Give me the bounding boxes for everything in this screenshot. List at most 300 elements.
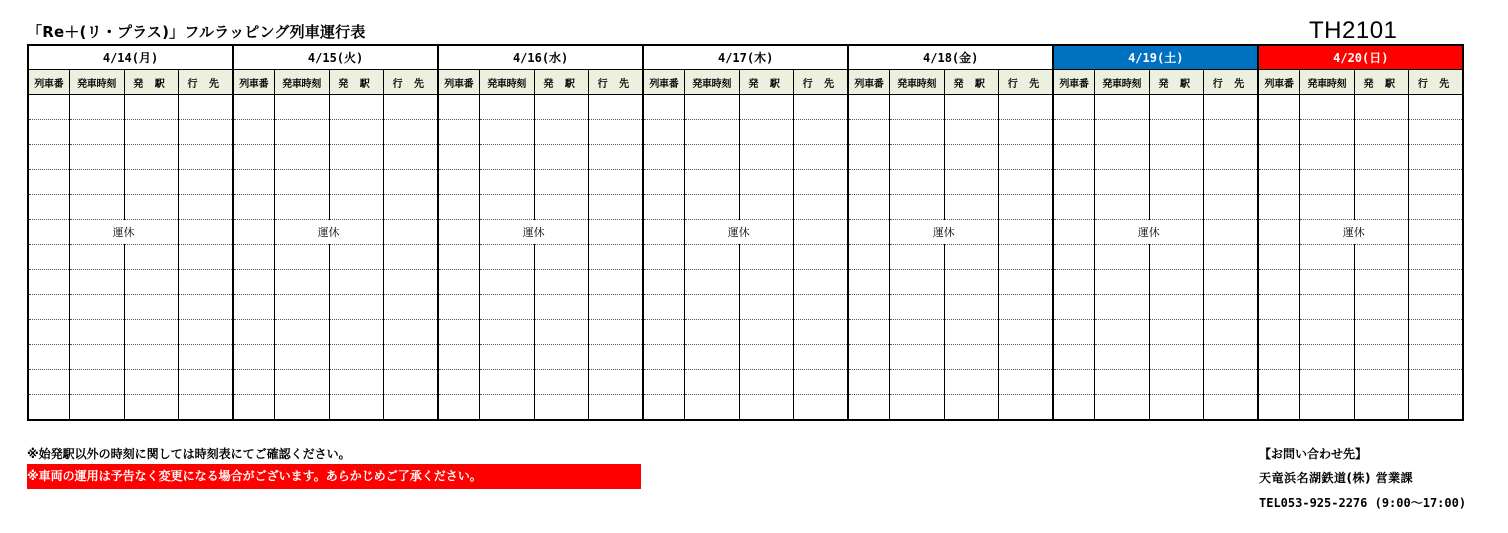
schedule-cell [479, 345, 534, 370]
schedule-cell [274, 270, 329, 295]
schedule-cell [178, 245, 233, 270]
schedule-cell [69, 195, 124, 220]
schedule-cell [1053, 395, 1094, 421]
schedule-cell [69, 320, 124, 345]
schedule-cell [124, 270, 178, 295]
schedule-cell [998, 170, 1053, 195]
schedule-cell [944, 295, 998, 320]
schedule-cell [233, 195, 274, 220]
column-header: 発 駅 [534, 70, 588, 95]
schedule-cell [479, 95, 534, 120]
schedule-cell [1299, 370, 1354, 395]
column-header: 行 先 [793, 70, 848, 95]
schedule-cell [534, 120, 588, 145]
schedule-cell [69, 270, 124, 295]
suspended-label: 運休 [1094, 220, 1203, 245]
schedule-cell [438, 95, 479, 120]
schedule-cell [848, 395, 889, 421]
schedule-cell [998, 245, 1053, 270]
schedule-cell [889, 245, 944, 270]
schedule-cell [233, 145, 274, 170]
schedule-cell [1258, 295, 1299, 320]
day-header: 4/16(水) [438, 45, 643, 70]
schedule-cell [383, 220, 438, 245]
schedule-cell [274, 195, 329, 220]
schedule-cell [479, 120, 534, 145]
schedule-cell [329, 120, 383, 145]
schedule-cell [124, 120, 178, 145]
schedule-cell [274, 120, 329, 145]
schedule-cell [1299, 295, 1354, 320]
schedule-cell [588, 120, 643, 145]
schedule-cell [739, 395, 793, 421]
schedule-cell [643, 95, 684, 120]
schedule-cell [534, 345, 588, 370]
schedule-cell [1094, 120, 1149, 145]
schedule-cell [233, 395, 274, 421]
schedule-cell [1203, 145, 1258, 170]
schedule-cell [28, 270, 69, 295]
schedule-cell [479, 245, 534, 270]
page-title: 「Re＋(リ・プラス)」フルラッピング列車運行表 [27, 23, 366, 41]
schedule-cell [739, 195, 793, 220]
schedule-cell [178, 345, 233, 370]
schedule-cell [793, 145, 848, 170]
schedule-cell [643, 170, 684, 195]
schedule-cell [1149, 395, 1203, 421]
schedule-cell [383, 245, 438, 270]
schedule-cell [178, 395, 233, 421]
schedule-cell [274, 320, 329, 345]
schedule-cell [28, 295, 69, 320]
schedule-cell [848, 270, 889, 295]
schedule-cell [944, 95, 998, 120]
schedule-cell [274, 170, 329, 195]
schedule-cell [479, 295, 534, 320]
schedule-cell [178, 120, 233, 145]
schedule-cell [1354, 120, 1408, 145]
schedule-cell [1354, 195, 1408, 220]
schedule-cell [438, 170, 479, 195]
schedule-cell [739, 145, 793, 170]
schedule-cell [793, 320, 848, 345]
schedule-cell [69, 395, 124, 421]
schedule-cell [684, 170, 739, 195]
schedule-cell [1408, 120, 1463, 145]
schedule-cell [534, 245, 588, 270]
schedule-cell [1053, 120, 1094, 145]
schedule-cell [889, 170, 944, 195]
schedule-cell [1408, 220, 1463, 245]
schedule-cell [588, 220, 643, 245]
schedule-cell [438, 245, 479, 270]
schedule-cell [1203, 245, 1258, 270]
schedule-cell [684, 295, 739, 320]
schedule-cell [28, 320, 69, 345]
schedule-cell [1258, 345, 1299, 370]
schedule-cell [793, 370, 848, 395]
column-header: 発 駅 [124, 70, 178, 95]
schedule-cell [588, 195, 643, 220]
schedule-cell [643, 270, 684, 295]
schedule-cell [588, 170, 643, 195]
schedule-cell [998, 345, 1053, 370]
schedule-cell [69, 145, 124, 170]
schedule-cell [944, 270, 998, 295]
schedule-cell [1203, 270, 1258, 295]
schedule-cell [438, 220, 479, 245]
schedule-cell [848, 120, 889, 145]
schedule-cell [643, 145, 684, 170]
schedule-cell [684, 270, 739, 295]
schedule-cell [588, 270, 643, 295]
schedule-cell [438, 195, 479, 220]
column-header: 行 先 [1203, 70, 1258, 95]
schedule-cell [1354, 245, 1408, 270]
schedule-cell [643, 320, 684, 345]
schedule-cell [329, 345, 383, 370]
schedule-cell [1149, 120, 1203, 145]
schedule-cell [178, 95, 233, 120]
schedule-cell [1094, 145, 1149, 170]
schedule-cell [1299, 95, 1354, 120]
schedule-cell [1094, 395, 1149, 421]
schedule-cell [1094, 195, 1149, 220]
schedule-cell [684, 145, 739, 170]
schedule-cell [793, 245, 848, 270]
schedule-cell [684, 245, 739, 270]
schedule-cell [233, 320, 274, 345]
schedule-cell [383, 145, 438, 170]
schedule-cell [588, 395, 643, 421]
schedule-cell [1258, 95, 1299, 120]
schedule-cell [1299, 320, 1354, 345]
schedule-cell [1203, 320, 1258, 345]
schedule-cell [848, 295, 889, 320]
schedule-cell [329, 395, 383, 421]
schedule-cell [1149, 270, 1203, 295]
schedule-cell [1408, 370, 1463, 395]
day-header: 4/18(金) [848, 45, 1053, 70]
schedule-cell [233, 95, 274, 120]
schedule-cell [1149, 320, 1203, 345]
column-header: 発 駅 [944, 70, 998, 95]
schedule-cell [1354, 345, 1408, 370]
schedule-cell [274, 245, 329, 270]
schedule-cell [588, 145, 643, 170]
schedule-cell [1053, 270, 1094, 295]
schedule-cell [998, 195, 1053, 220]
schedule-cell [889, 270, 944, 295]
column-header: 発車時刻 [684, 70, 739, 95]
suspended-label: 運休 [479, 220, 588, 245]
schedule-cell [1053, 195, 1094, 220]
schedule-cell [124, 370, 178, 395]
schedule-cell [1203, 220, 1258, 245]
schedule-cell [479, 395, 534, 421]
schedule-cell [1299, 145, 1354, 170]
schedule-cell [534, 95, 588, 120]
schedule-cell [1094, 170, 1149, 195]
column-header: 行 先 [998, 70, 1053, 95]
schedule-cell [1299, 245, 1354, 270]
schedule-cell [998, 220, 1053, 245]
schedule-cell [998, 295, 1053, 320]
schedule-cell [69, 295, 124, 320]
schedule-cell [684, 320, 739, 345]
schedule-cell [438, 320, 479, 345]
schedule-cell [793, 220, 848, 245]
schedule-cell [124, 395, 178, 421]
schedule-cell [233, 270, 274, 295]
table-row [28, 120, 1463, 145]
schedule-cell [124, 95, 178, 120]
schedule-cell [329, 95, 383, 120]
schedule-cell [944, 120, 998, 145]
suspended-label: 運休 [889, 220, 998, 245]
schedule-cell [1354, 395, 1408, 421]
schedule-cell [998, 270, 1053, 295]
column-header: 列車番 [438, 70, 479, 95]
column-header: 行 先 [178, 70, 233, 95]
schedule-cell [479, 170, 534, 195]
schedule-cell [274, 145, 329, 170]
schedule-cell [383, 95, 438, 120]
schedule-cell [793, 195, 848, 220]
schedule-cell [28, 220, 69, 245]
schedule-cell [274, 345, 329, 370]
schedule-cell [643, 395, 684, 421]
schedule-cell [69, 120, 124, 145]
schedule-cell [1053, 220, 1094, 245]
schedule-cell [793, 170, 848, 195]
schedule-cell [848, 245, 889, 270]
schedule-cell [1408, 295, 1463, 320]
schedule-cell [848, 145, 889, 170]
schedule-cell [643, 345, 684, 370]
schedule-cell [534, 145, 588, 170]
schedule-cell [588, 245, 643, 270]
schedule-cell [1354, 295, 1408, 320]
schedule-cell [588, 320, 643, 345]
schedule-cell [1258, 320, 1299, 345]
schedule-cell [998, 145, 1053, 170]
table-row [28, 295, 1463, 320]
schedule-cell [1053, 95, 1094, 120]
schedule-cell [998, 95, 1053, 120]
schedule-cell [1053, 295, 1094, 320]
schedule-cell [233, 295, 274, 320]
schedule-cell [944, 345, 998, 370]
schedule-cell [28, 245, 69, 270]
schedule-cell [178, 195, 233, 220]
schedule-cell [793, 395, 848, 421]
schedule-cell [1299, 195, 1354, 220]
schedule-cell [1258, 195, 1299, 220]
schedule-cell [643, 295, 684, 320]
column-header: 列車番 [1258, 70, 1299, 95]
schedule-cell [534, 320, 588, 345]
schedule-cell [28, 395, 69, 421]
schedule-cell [1354, 270, 1408, 295]
schedule-cell [643, 370, 684, 395]
schedule-cell [69, 245, 124, 270]
suspended-label: 運休 [69, 220, 178, 245]
table-row [28, 220, 1463, 245]
schedule-cell [69, 370, 124, 395]
schedule-cell [684, 370, 739, 395]
schedule-cell [1149, 145, 1203, 170]
schedule-cell [233, 345, 274, 370]
day-header: 4/20(日) [1258, 45, 1463, 70]
schedule-cell [1408, 270, 1463, 295]
schedule-cell [383, 270, 438, 295]
schedule-cell [944, 195, 998, 220]
schedule-cell [383, 345, 438, 370]
schedule-cell [588, 95, 643, 120]
schedule-cell [848, 95, 889, 120]
schedule-cell [438, 345, 479, 370]
schedule-cell [1299, 270, 1354, 295]
schedule-cell [1203, 295, 1258, 320]
schedule-cell [534, 395, 588, 421]
column-header: 発 駅 [1354, 70, 1408, 95]
schedule-cell [848, 370, 889, 395]
schedule-cell [1203, 370, 1258, 395]
schedule-cell [274, 95, 329, 120]
schedule-cell [889, 145, 944, 170]
column-header: 列車番 [848, 70, 889, 95]
note-vehicle-change: ※車両の運用は予告なく変更になる場合がございます。あらかじめご了承ください。 [27, 464, 641, 489]
column-header: 発 駅 [739, 70, 793, 95]
schedule-cell [479, 370, 534, 395]
schedule-cell [1094, 370, 1149, 395]
schedule-cell [1203, 395, 1258, 421]
table-row [28, 270, 1463, 295]
schedule-cell [684, 95, 739, 120]
day-header: 4/14(月) [28, 45, 233, 70]
schedule-cell [684, 395, 739, 421]
schedule-cell [534, 295, 588, 320]
column-header: 発車時刻 [274, 70, 329, 95]
column-header: 発 駅 [329, 70, 383, 95]
schedule-cell [889, 120, 944, 145]
schedule-cell [233, 245, 274, 270]
schedule-cell [889, 370, 944, 395]
schedule-cell [1149, 170, 1203, 195]
table-row [28, 345, 1463, 370]
schedule-cell [739, 95, 793, 120]
schedule-cell [479, 320, 534, 345]
schedule-cell [178, 320, 233, 345]
column-header: 列車番 [643, 70, 684, 95]
schedule-cell [438, 145, 479, 170]
schedule-cell [329, 245, 383, 270]
schedule-cell [329, 295, 383, 320]
schedule-cell [534, 270, 588, 295]
column-header: 発車時刻 [69, 70, 124, 95]
table-row [28, 170, 1463, 195]
schedule-cell [28, 345, 69, 370]
schedule-cell [1053, 245, 1094, 270]
schedule-cell [438, 295, 479, 320]
schedule-cell [69, 170, 124, 195]
column-header: 発車時刻 [479, 70, 534, 95]
schedule-cell [28, 195, 69, 220]
schedule-cell [739, 120, 793, 145]
schedule-cell [684, 120, 739, 145]
schedule-cell [1094, 95, 1149, 120]
schedule-cell [1094, 345, 1149, 370]
schedule-cell [1258, 370, 1299, 395]
table-row [28, 245, 1463, 270]
note-timetable: ※始発駅以外の時刻に関しては時刻表にてご確認ください。 [27, 447, 351, 461]
schedule-cell [588, 345, 643, 370]
schedule-cell [1053, 170, 1094, 195]
schedule-cell [1203, 120, 1258, 145]
schedule-cell [274, 395, 329, 421]
column-header: 行 先 [588, 70, 643, 95]
schedule-cell [998, 120, 1053, 145]
schedule-cell [1203, 195, 1258, 220]
schedule-cell [1149, 95, 1203, 120]
schedule-cell [944, 370, 998, 395]
schedule-cell [1149, 345, 1203, 370]
schedule-cell [233, 170, 274, 195]
schedule-cell [534, 370, 588, 395]
schedule-cell [998, 370, 1053, 395]
schedule-cell [28, 95, 69, 120]
column-header: 発車時刻 [1299, 70, 1354, 95]
column-header: 列車番 [233, 70, 274, 95]
schedule-cell [124, 170, 178, 195]
schedule-cell [1149, 295, 1203, 320]
schedule-cell [1408, 145, 1463, 170]
day-header: 4/19(土) [1053, 45, 1258, 70]
schedule-cell [998, 320, 1053, 345]
schedule-cell [1354, 320, 1408, 345]
schedule-cell [178, 370, 233, 395]
schedule-cell [1203, 170, 1258, 195]
table-row [28, 195, 1463, 220]
schedule-cell [274, 295, 329, 320]
table-row [28, 95, 1463, 120]
schedule-cell [998, 395, 1053, 421]
schedule-cell [479, 145, 534, 170]
schedule-cell [848, 220, 889, 245]
schedule-cell [1408, 170, 1463, 195]
schedule-cell [1094, 320, 1149, 345]
schedule-cell [1203, 345, 1258, 370]
schedule-cell [889, 95, 944, 120]
schedule-cell [643, 195, 684, 220]
schedule-cell [1094, 270, 1149, 295]
schedule-cell [643, 245, 684, 270]
schedule-cell [848, 195, 889, 220]
schedule-cell [739, 295, 793, 320]
schedule-cell [124, 245, 178, 270]
schedule-cell [1408, 245, 1463, 270]
schedule-cell [69, 345, 124, 370]
schedule-cell [793, 120, 848, 145]
schedule-cell [233, 370, 274, 395]
schedule-cell [944, 145, 998, 170]
schedule-cell [739, 270, 793, 295]
schedule-cell [588, 370, 643, 395]
schedule-cell [889, 345, 944, 370]
schedule-cell [383, 370, 438, 395]
schedule-cell [383, 170, 438, 195]
